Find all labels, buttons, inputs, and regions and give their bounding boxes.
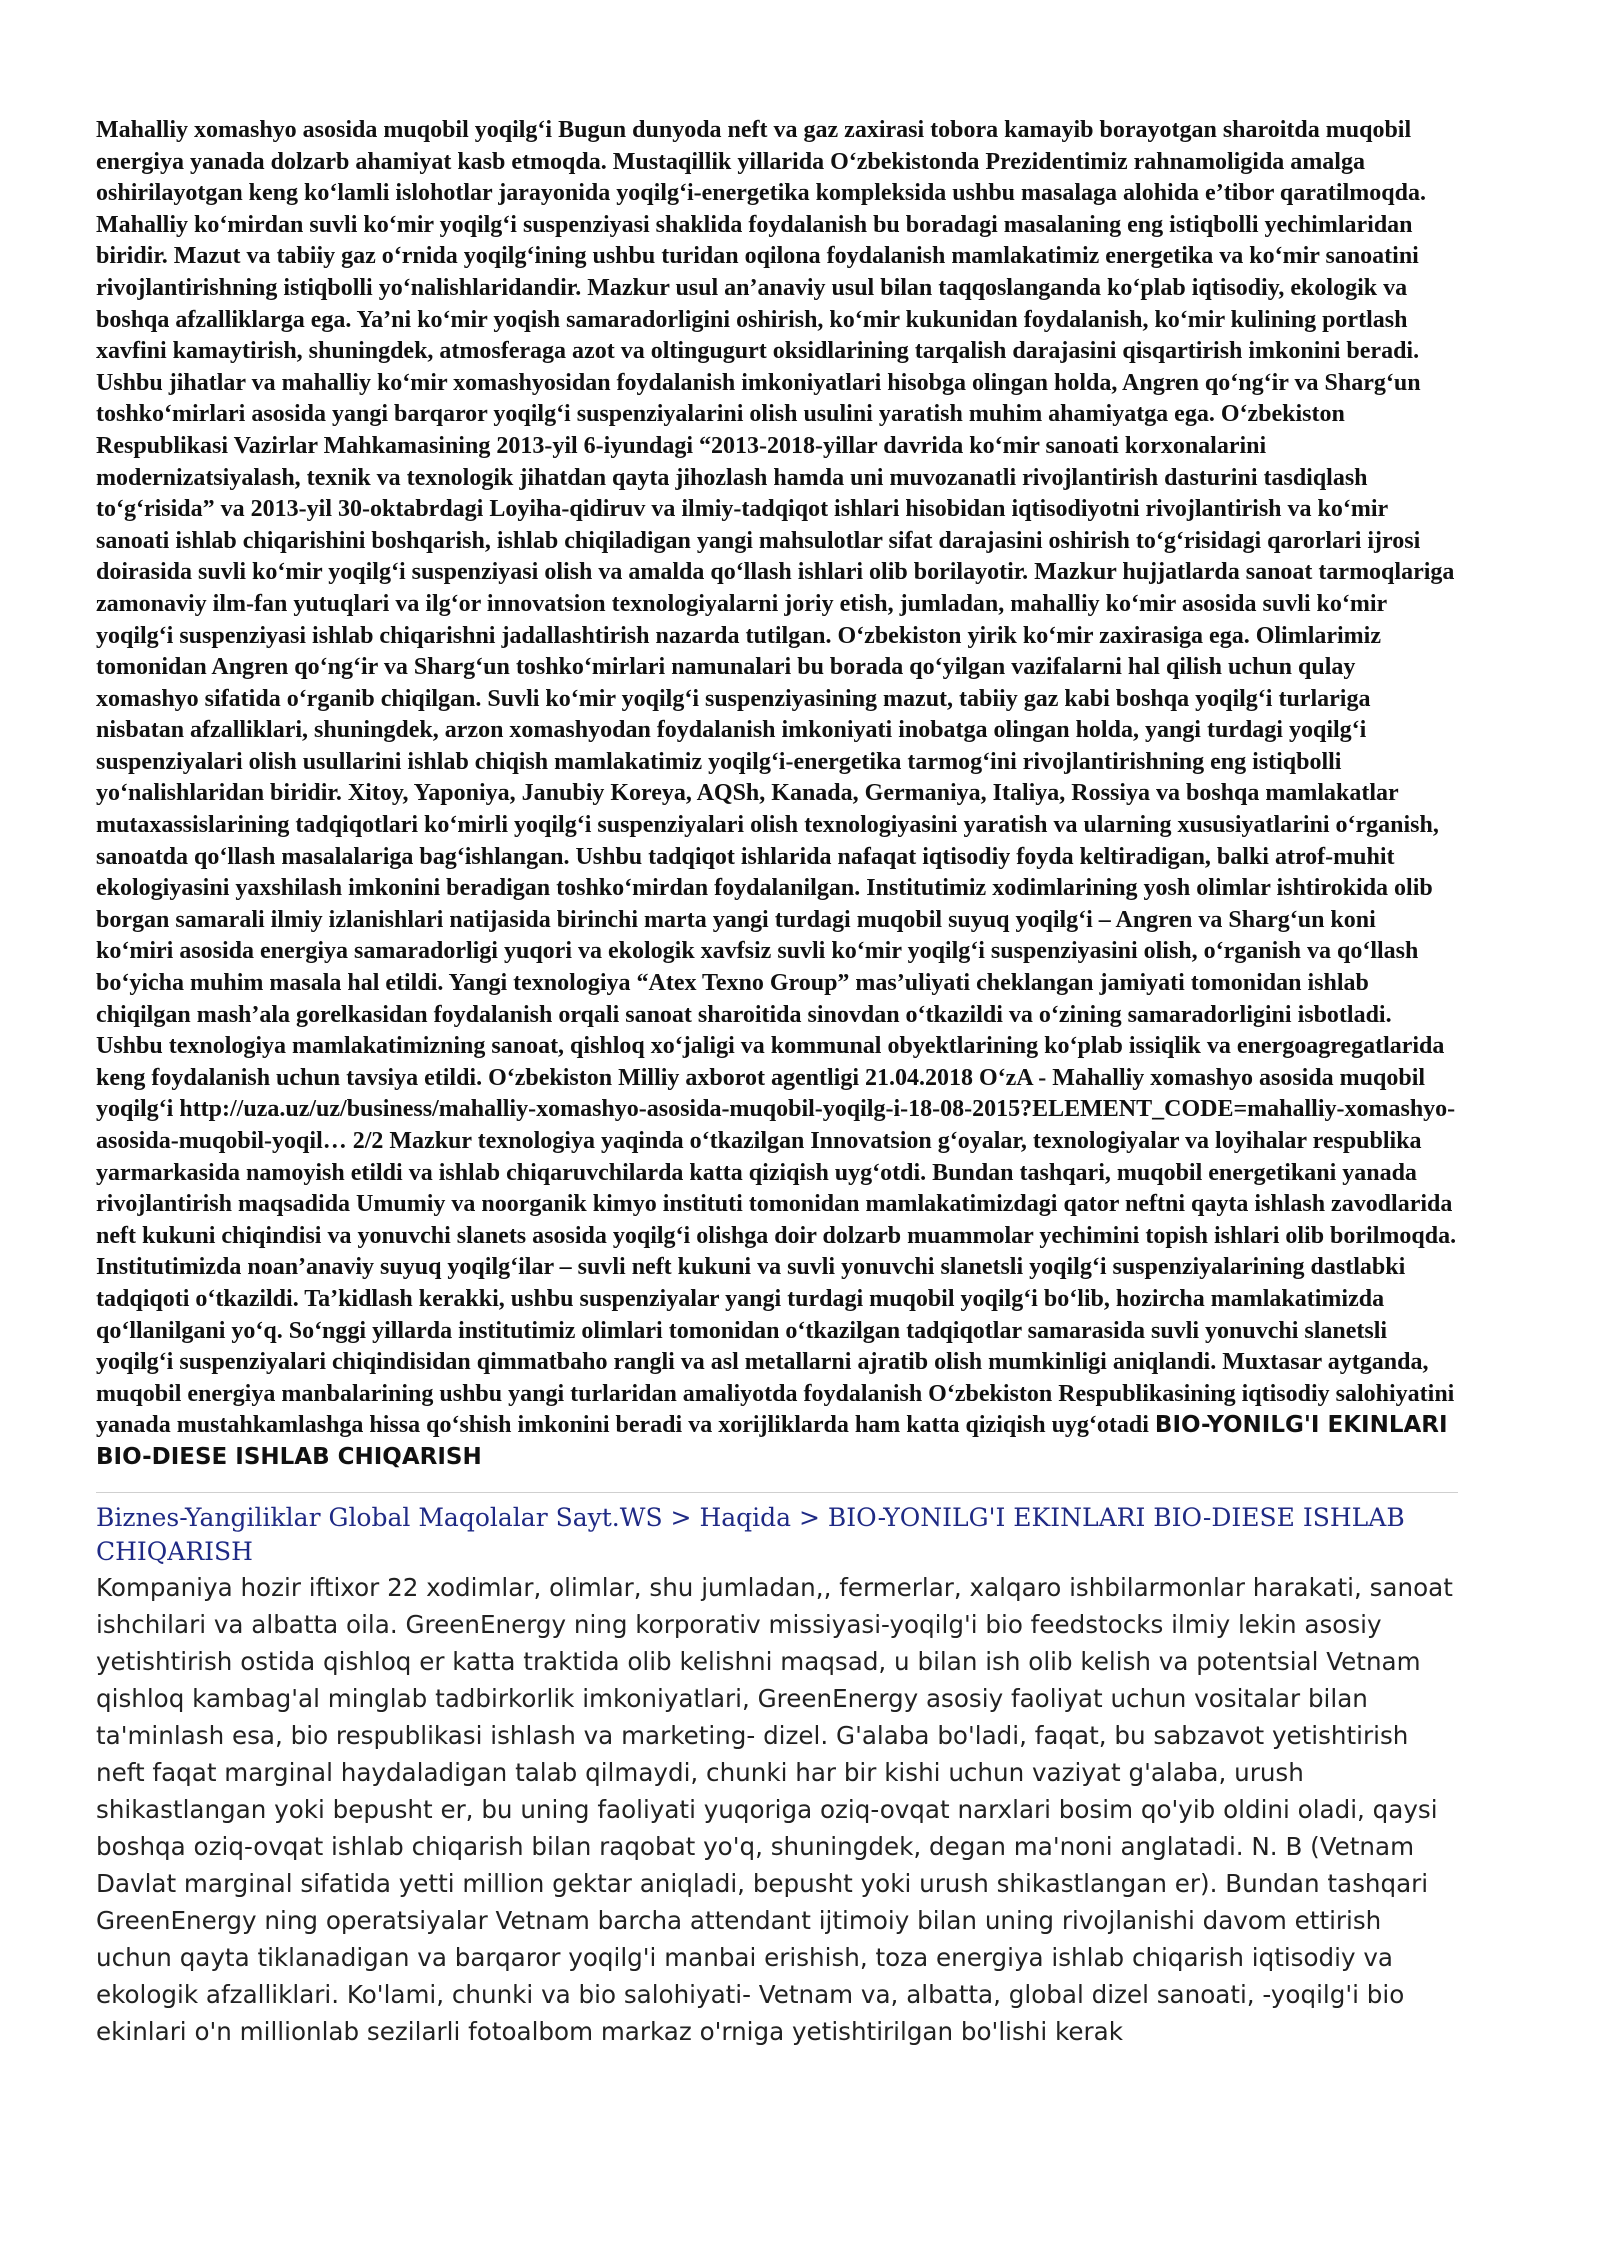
breadcrumb-current-link[interactable]: BIO-YONILG'I EKINLARI BIO-DIESE ISHLAB CHIQARISH: [96, 1502, 1405, 1566]
section-divider: [96, 1492, 1458, 1493]
breadcrumb-separator: >: [799, 1502, 820, 1532]
next-section-heading: BIO-YONILG'I EKINLARI BIO-DIESE ISHLAB CHIQARISH: [96, 1412, 1448, 1470]
article-text: [96, 115, 1458, 1474]
article-bold-body: Mahalliy xomashyo asosida muqobil yoqilg‘i Bugun dunyoda neft va gaz zaxirasi tobora kamayib borayotgan sharoitda muqobil energiya yanada dolzarb ahamiyat kasb etmoqda. Mustaqillik yillarida O‘zbekistonda Prezidentimiz rahnamoligida amalga oshirilayotgan keng ko‘lamli islohotlar jarayonida yoqilg‘i-energetika kompleksida ushbu masalaga alohida e’tibor qaratilmoqda. Mahalliy ko‘mirdan suvli ko‘mir yoqilg‘i suspenziyasi shaklida foydalanish bu boradagi masalaning eng istiqbolli yechimlaridan biridir. Mazut va tabiiy gaz o‘rnida yoqilg‘ining ushbu turidan oqilona foydalanish mamlakatimiz energetika va ko‘mir sanoatini rivojlantirishning istiqbolli yo‘nalishlaridandir. Mazkur usul an’anaviy usul bilan taqqoslanganda ko‘plab iqtisodiy, ekologik va boshqa afzalliklarga ega. Ya’ni ko‘mir yoqish samaradorligini oshirish, ko‘mir kukunidan foydalanish, ko‘mir kulining portlash xavfini kamaytirish, shuningdek, atmosferaga azot va oltingugurt oksidlarining tarqalish darajasini qisqartirish imkonini beradi. Ushbu jihatlar va mahalliy ko‘mir xomashyosidan foydalanish imkoniyatlari hisobga olingan holda, Angren qo‘ng‘ir va Sharg‘un toshko‘mirlari asosida yangi barqaror yoqilg‘i suspenziyalarini olish usulini yaratish muhim ahamiyatga ega. O‘zbekiston Respublikasi Vazirlar Mahkamasining 2013-yil 6-iyundagi “2013-2018-yillar davrida ko‘mir sanoati korxonalarini modernizatsiyalash, texnik va texnologik jihatdan qayta jihozlash hamda uni muvozanatli rivojlantirish dasturini tasdiqlash to‘g‘risida” va 2013-yil 30-oktabrdagi Loyiha-qidiruv va ilmiy-tadqiqot ishlari hisobidan iqtisodiyotni rivojlantirish va ko‘mir sanoati ishlab chiqarishini boshqarish, ishlab chiqiladigan yangi mahsulotlar sifat darajasini oshirish to‘g‘risidagi qarorlari ijrosi doirasida suvli ko‘mir yoqilg‘i suspenziyasi olish va amalda qo‘llash ishlari olib borilayotir. Mazkur hujjatlarda sanoat tarmoqlariga zamonaviy ilm-fan yutuqlari va ilg‘or innovatsion texnologiyalarni joriy etish, jumladan, mahalliy ko‘mir asosida suvli ko‘mir yoqilg‘i suspenziyasi ishlab chiqarishni jadallashtirish nazarda tutilgan. O‘zbekiston yirik ko‘mir zaxirasiga ega. Olimlarimiz tomonidan Angren qo‘ng‘ir va Sharg‘un toshko‘mirlari namunalari bu borada qo‘yilgan vazifalarni hal qilish uchun qulay xomashyo sifatida o‘rganib chiqilgan. Suvli ko‘mir yoqilg‘i suspenziyasining mazut, tabiiy gaz kabi boshqa yoqilg‘i turlariga nisbatan afzalliklari, shuningdek, arzon xomashyodan foydalanish imkoniyati inobatga olingan holda, yangi turdagi yoqilg‘i suspenziyalari olish usullarini ishlab chiqish mamlakatimiz yoqilg‘i-energetika tarmog‘ini rivojlantirishning eng istiqbolli yo‘nalishlaridan biridir. Xitoy, Yaponiya, Janubiy Koreya, AQSh, Kanada, Germaniya, Italiya, Rossiya va boshqa mamlakatlar mutaxassislarining tadqiqotlari ko‘mirli yoqilg‘i suspenziyalari olish texnologiyasini yaratish va ularning xususiyatlarini o‘rganish, sanoatda qo‘llash masalalariga bag‘ishlangan. Ushbu tadqiqot ishlarida nafaqat iqtisodiy foyda keltiradigan, balki atrof-muhit ekologiyasini yaxshilash imkonini beradigan toshko‘mirdan foydalanilgan. Institutimiz xodimlarining yosh olimlar ishtirokida olib borgan samarali ilmiy izlanishlari natijasida birinchi marta yangi turdagi muqobil suyuq yoqilg‘i – Angren va Sharg‘un koni ko‘miri asosida energiya samaradorligi yuqori va ekologik xavfsiz suvli ko‘mir yoqilg‘i suspenziyasini olish, o‘rganish va qo‘llash bo‘yicha muhim masala hal etildi. Yangi texnologiya “Atex Texno Group” mas’uliyati cheklangan jamiyati tomonidan ishlab chiqilgan mash’ala gorelkasidan foydalanish orqali sanoat sharoitida sinovdan o‘tkazildi va o‘zining samaradorligini isbotladi. Ushbu texnologiya mamlakatimizning sanoat, qishloq xo‘jaligi va kommunal obyektlarining ko‘plab issiqlik va energoagregatlarida keng foydalanish uchun tavsiya etildi. O‘zbekiston Milliy axborot agentligi 21.04.2018 O‘zA - Mahalliy xomashyo asosida muqobil yoqilg‘i http://uza.uz/uz/business/mahalliy-xomashyo-asosida-muqobil-yoqilg-i-18-08-2015?ELEMENT_CODE=mahalliy-xomashyo-asosida-muqobil-yoqil… 2/2 Mazkur texnologiya yaqinda o‘tkazilgan Innovatsion g‘oyalar, texnologiyalar va loyihalar respublika yarmarkasida namoyish etildi va ishlab chiqaruvchilarda katta qiziqish uyg‘otdi. Bundan tashqari, muqobil energetikani yanada rivojlantirish maqsadida Umumiy va noorganik kimyo instituti tomonidan mamlakatimizdagi qator neftni qayta ishlash zavodlarida neft kukuni chiqindisi va yonuvchi slanets asosida yoqilg‘i olishga doir dolzarb muammolar yechimini topish ishlari olib borilmoqda. Institutimizda noan’anaviy suyuq yoqilg‘ilar – suvli neft kukuni va suvli yonuvchi slanetsli yoqilg‘i suspenziyalarining dastlabki tadqiqoti o‘tkazildi. Ta’kidlash kerakki, ushbu suspenziyalar yangi turdagi muqobil yoqilg‘i bo‘lib, hozircha mamlakatimizda qo‘llanilgani yo‘q. So‘nggi yillarda institutimiz olimlari tomonidan o‘tkazilgan tadqiqotlar samarasida suvli yonuvchi slanetsli yoqilg‘i suspenziyalari chiqindisidan qimmatbaho rangli va asl metallarni ajratib olish mumkinligi aniqlandi. Muxtasar aytganda, muqobil energiya manbalarining ushbu yangi turlaridan amaliyotda foydalanish O‘zbekiston Respublikasining iqtisodiy salohiyatini yanada mustahkamlashga hissa qo‘shish imkonini beradi va xorijliklarda ham katta qiziqish uyg‘otadi: [96, 117, 1457, 1439]
breadcrumb-section-link[interactable]: Haqida: [699, 1502, 792, 1532]
document-page: [96, 115, 1458, 2050]
breadcrumb: [96, 1501, 1458, 1569]
breadcrumb-separator: >: [670, 1502, 692, 1532]
breadcrumb-home-link[interactable]: Biznes-Yangiliklar Global Maqolalar Sayt.WS: [96, 1502, 663, 1532]
body-paragraph: Kompaniya hozir iftixor 22 xodimlar, olimlar, shu jumladan,, fermerlar, xalqaro ishbilarmonlar harakati, sanoat ishchilari va albatta oila. GreenEnergy ning korporativ missiyasi-yoqilg'i bio feedstocks ilmiy lekin asosiy yetishtirish ostida qishloq er katta traktida olib kelishni maqsad, u bilan ish olib kelish va potentsial Vetnam qishloq kambag'al minglab tadbirkorlik imkoniyatlari, GreenEnergy asosiy faoliyat uchun vositalar bilan ta'minlash esa, bio respublikasi ishlash va marketing- dizel. G'alaba bo'ladi, faqat, bu sabzavot yetishtirish neft faqat marginal haydaladigan talab qilmaydi, chunki har bir kishi uchun vaziyat g'alaba, urush shikastlangan yoki bepusht er, bu uning faoliyati yuqoriga oziq-ovqat narxlari bosim qo'yib oldini oladi, qaysi boshqa oziq-ovqat ishlab chiqarish bilan raqobat yo'q, shuningdek, degan ma'noni anglatadi. N. B (Vetnam Davlat marginal sifatida yetti million gektar aniqladi, bepusht yoki urush shikastlangan er). Bundan tashqari GreenEnergy ning operatsiyalar Vetnam barcha attendant ijtimoiy bilan uning rivojlanishi davom ettirish uchun qayta tiklanadigan va barqaror yoqilg'i manbai erishish, toza energiya ishlab chiqarish iqtisodiy va ekologik afzalliklari. Ko'lami, chunki va bio salohiyati- Vetnam va, albatta, global dizel sanoati, -yoqilg'i bio ekinlari o'n millionlab sezilarli fotoalbom markaz o'rniga yetishtirilgan bo'lishi kerak: [96, 1572, 1453, 2046]
